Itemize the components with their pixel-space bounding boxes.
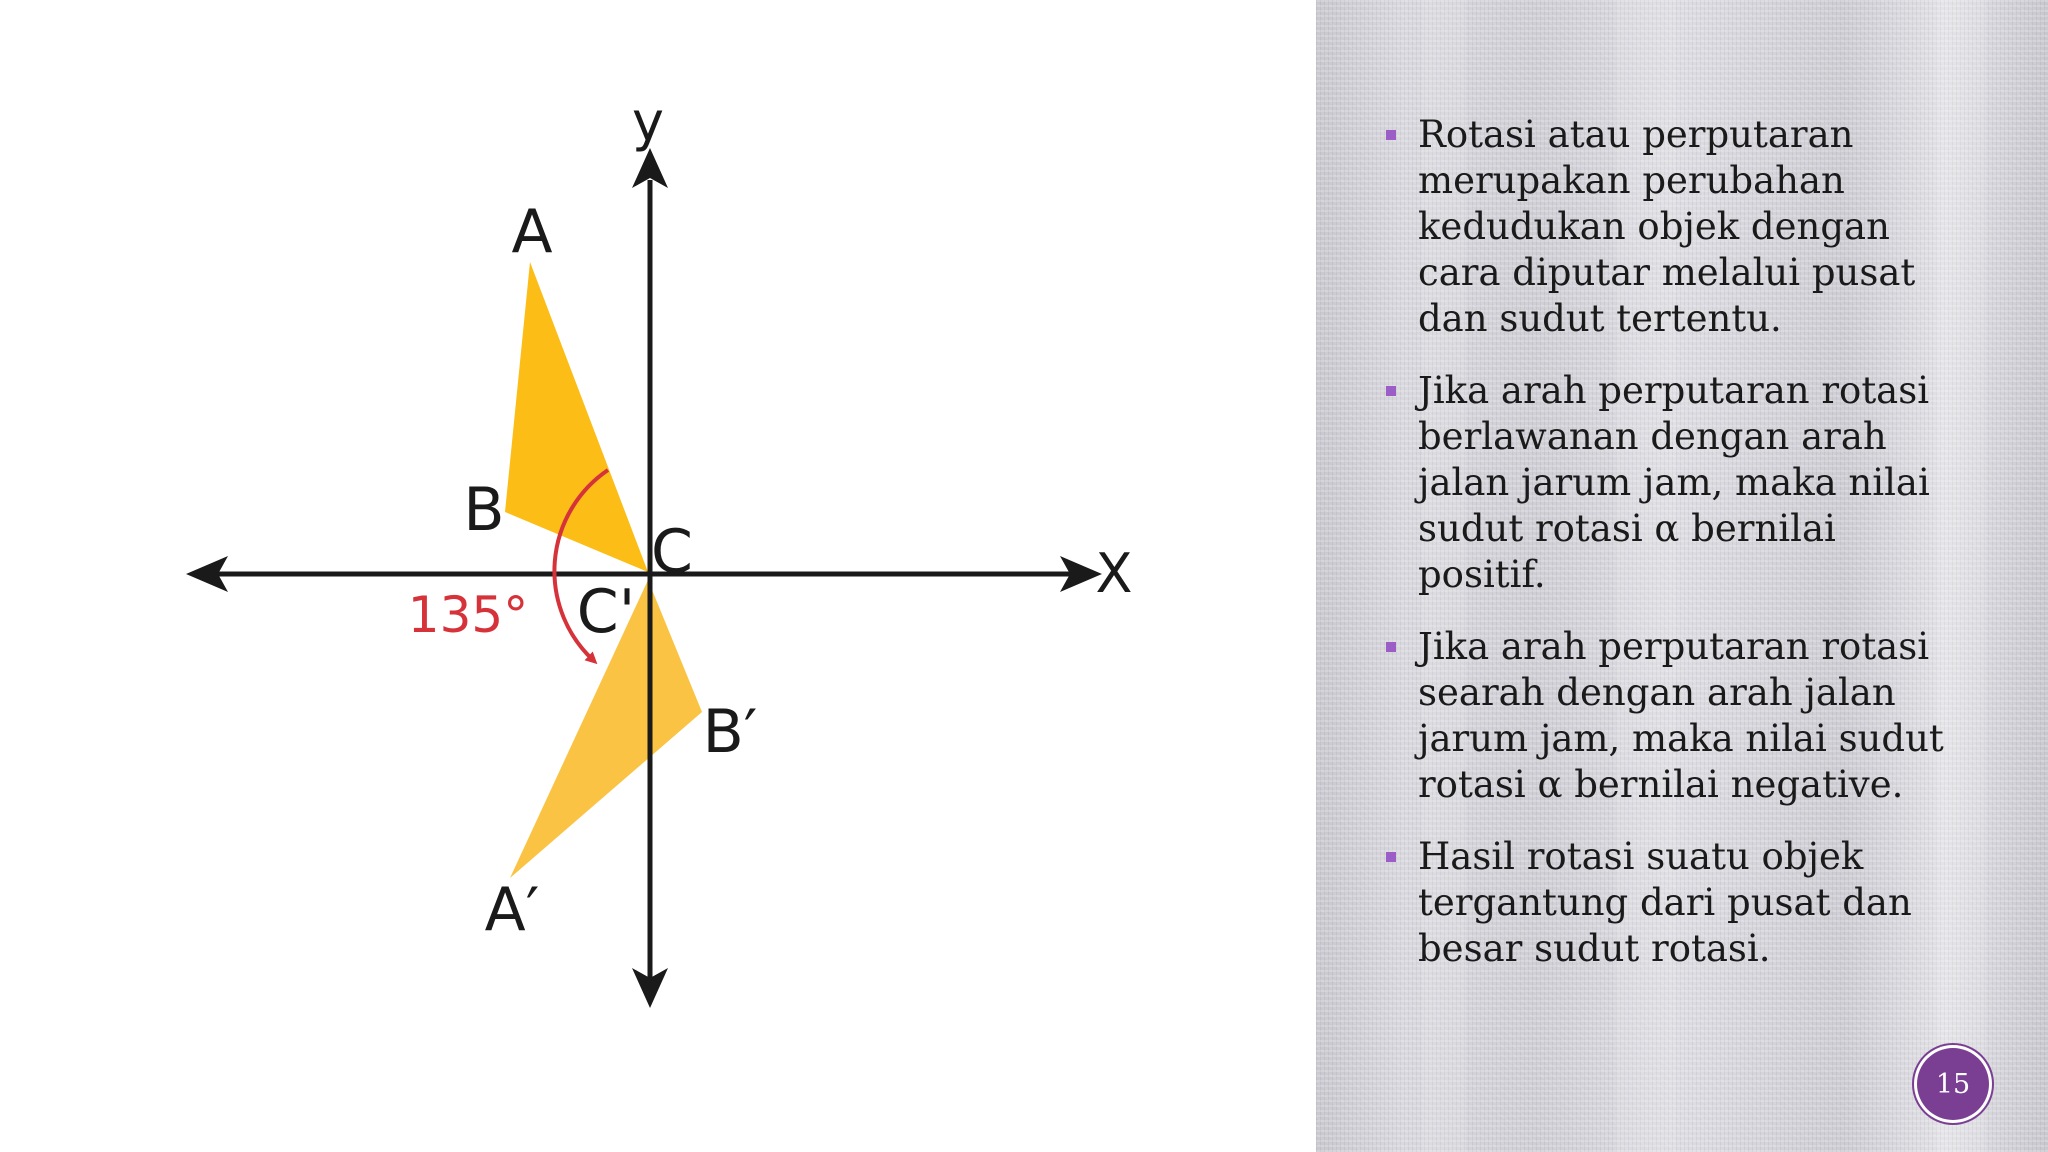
- label-axis-y: y: [632, 90, 664, 153]
- bullet-text: Jika arah perputaran rotasi berlawanan dengan arah jalan jarum jam, maka nilai sudut rotasi α bernilai positif.: [1418, 369, 1930, 596]
- label-point-b-prime: B′: [702, 697, 758, 767]
- bullet-square-icon: [1386, 130, 1396, 140]
- bullet-list: [1386, 112, 1946, 998]
- bullet-square-icon: [1386, 642, 1396, 652]
- bullet-square-icon: [1386, 386, 1396, 396]
- bullet-item: [1386, 112, 1946, 342]
- label-point-c-prime: C': [576, 577, 636, 647]
- label-axis-x: X: [1095, 542, 1133, 605]
- label-point-a: A: [511, 197, 553, 267]
- triangle-abc: [505, 262, 648, 572]
- page-number: 15: [1935, 1068, 1971, 1100]
- bullet-text: Jika arah perputaran rotasi searah dengan arah jalan jarum jam, maka nilai sudut rotasi α bernilai negative.: [1418, 625, 1944, 806]
- bullet-item: [1386, 368, 1946, 598]
- bullet-item: [1386, 834, 1946, 972]
- label-point-c: C: [651, 517, 693, 587]
- bullet-text: Rotasi atau perputaran merupakan perubahan kedudukan objek dengan cara diputar melalui pusat dan sudut tertentu.: [1418, 113, 1916, 340]
- bullet-item: [1386, 624, 1946, 808]
- label-angle: 135°: [407, 586, 529, 644]
- page-number-badge: [1917, 1048, 1989, 1120]
- bullet-text: Hasil rotasi suatu objek tergantung dari pusat dan besar sudut rotasi.: [1418, 835, 1912, 970]
- label-point-a-prime: A′: [484, 875, 540, 945]
- bullet-square-icon: [1386, 852, 1396, 862]
- label-point-b: B: [463, 475, 505, 545]
